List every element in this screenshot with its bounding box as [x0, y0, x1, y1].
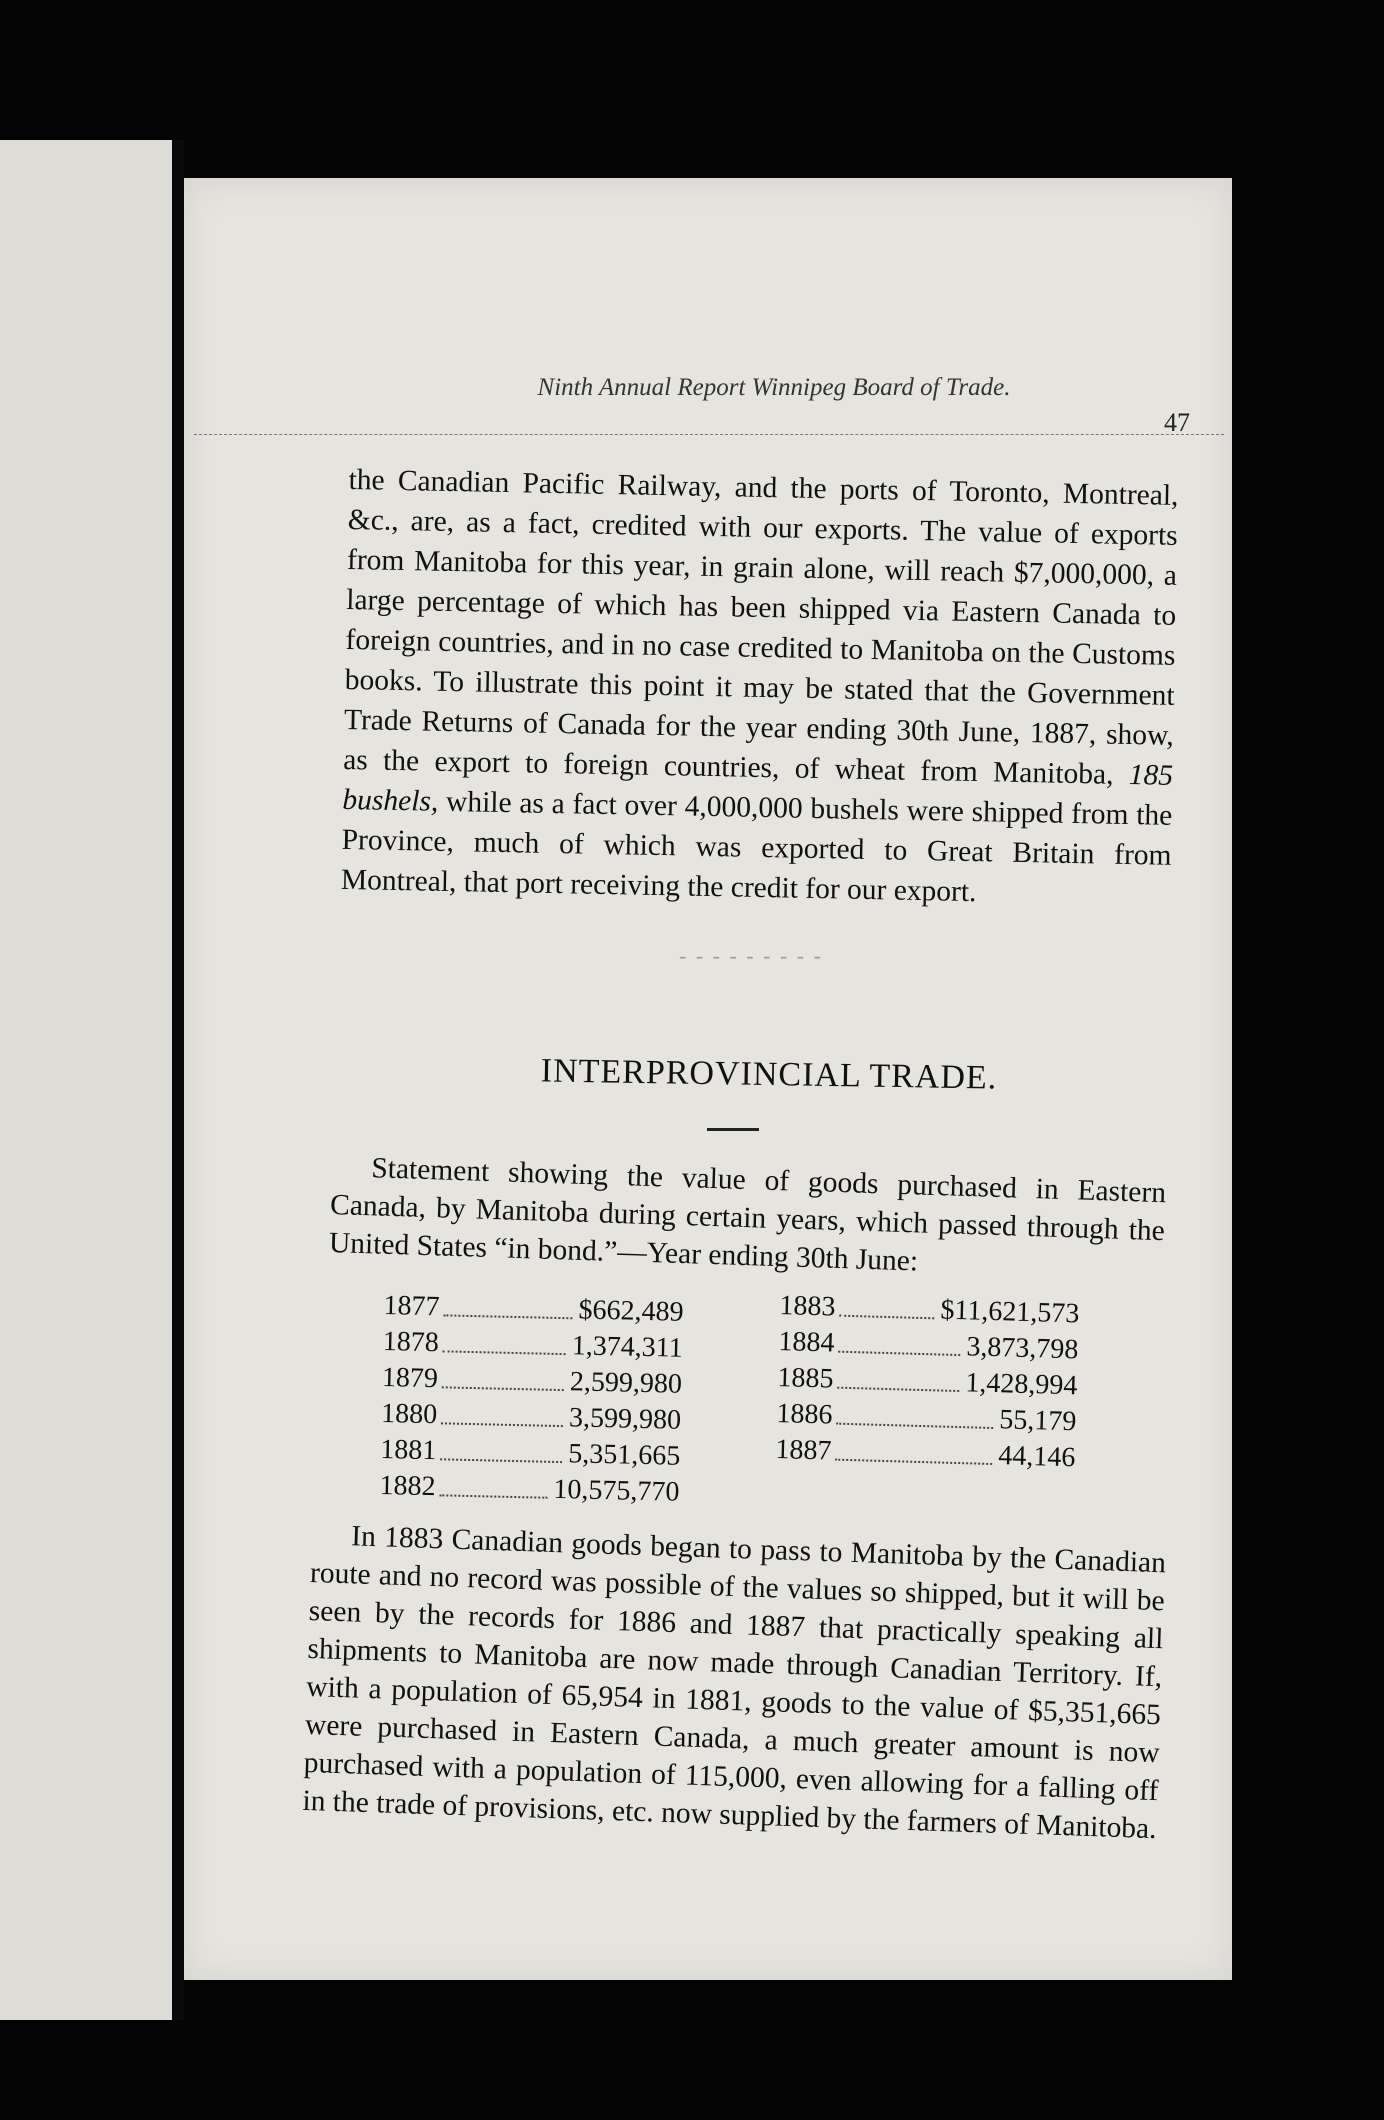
values-column-left — [379, 1288, 684, 1511]
section-ornament: - - - - - - - - - — [679, 943, 823, 968]
title-underline — [707, 1128, 759, 1131]
dot-leader — [440, 1433, 563, 1463]
year-label: 1880 — [380, 1397, 438, 1431]
year-label: 1881 — [379, 1433, 437, 1467]
export-paragraph-text-end: while as a fact over 4,000,000 bushels were shipped from the Province, much of which was exported to Great Britain from Montreal, that port receiving the credit for our export. — [340, 785, 1173, 909]
conclusion-paragraph: In 1883 Canadian goods began to pass to Manitoba by the Canadian route and no record was possible of the values so shipped, but it will be seen by the records for 1886 and 1887 that practically speaking all shipments to Manitoba are now made through Canadian Territory. If, with a population of 65,954 in 1881, goods to the value of $5,351,665 were purchased in Eastern Canada, a much greater amount is now purchased with a population of 115,000, even allowing for a falling off in the trade of provisions, etc. now supplied by the farmers of Manitoba. — [302, 1520, 1167, 1846]
export-paragraph — [341, 460, 1179, 916]
value-amount: 55,179 — [998, 1404, 1077, 1438]
year-label: 1883 — [779, 1289, 836, 1323]
value-amount: 3,599,980 — [568, 1402, 682, 1436]
year-label: 1886 — [776, 1397, 833, 1431]
value-amount: $11,621,573 — [940, 1294, 1080, 1330]
table-row — [379, 1468, 680, 1511]
book-gutter — [172, 140, 184, 2020]
value-amount: 5,351,665 — [567, 1438, 681, 1472]
year-label: 1879 — [381, 1361, 439, 1395]
table-row — [775, 1432, 1076, 1476]
year-label: 1877 — [383, 1289, 440, 1323]
values-column-right — [775, 1288, 1080, 1476]
year-label: 1884 — [778, 1325, 835, 1359]
page-number: 47 — [1164, 408, 1190, 437]
dot-leader — [836, 1398, 994, 1429]
value-amount: $662,489 — [578, 1294, 684, 1328]
value-amount: 10,575,770 — [553, 1473, 680, 1508]
year-label: 1887 — [775, 1433, 832, 1467]
value-amount: 3,873,798 — [966, 1331, 1079, 1366]
dot-leader — [838, 1326, 961, 1356]
dot-leader — [442, 1361, 565, 1391]
section-title: INTERPROVINCIAL TRADE. — [540, 1052, 998, 1097]
value-amount: 2,599,980 — [569, 1366, 683, 1400]
facing-page-edge — [0, 140, 172, 2020]
export-paragraph-text: the Canadian Pacific Railway, and the ports of Toronto, Montreal, &c., are, as a fact, credited with our exports. The value of exports from Manitoba for this year, in grain alone, will reach $7,000,000, a large percentage of which has been shipped via Eastern Canada to foreign countries, and in no case credited to Manitoba on the Customs books. To illustrate this point it may be stated that the Government Trade Returns of Canada for the year ending 30th June, 1887, show, as the export to foreign countries, of wheat from Manitoba, — [342, 463, 1179, 792]
value-amount: 44,146 — [997, 1440, 1076, 1474]
value-amount: 1,428,994 — [964, 1367, 1078, 1402]
dot-leader — [839, 1290, 935, 1320]
header-rule — [194, 434, 1224, 435]
book-page — [184, 178, 1232, 1980]
statement-intro: Statement showing the value of goods purchased in Eastern Canada, by Manitoba during certain years, which passed through the United States “in bond.”—Year ending 30th June: — [328, 1152, 1167, 1278]
year-label: 1878 — [382, 1325, 440, 1359]
dot-leader — [837, 1362, 960, 1392]
dot-leader — [835, 1434, 993, 1465]
dot-leader — [441, 1397, 564, 1427]
year-label: 1882 — [379, 1469, 436, 1503]
value-amount: 1,374,311 — [571, 1330, 684, 1364]
dot-leader — [439, 1469, 548, 1498]
export-paragraph-italic: 185 bushels, — [342, 759, 1174, 818]
dot-leader — [443, 1289, 573, 1319]
year-label: 1885 — [777, 1361, 834, 1395]
running-header: Ninth Annual Report Winnipeg Board of Trade. — [537, 374, 1011, 401]
dot-leader — [443, 1325, 567, 1355]
